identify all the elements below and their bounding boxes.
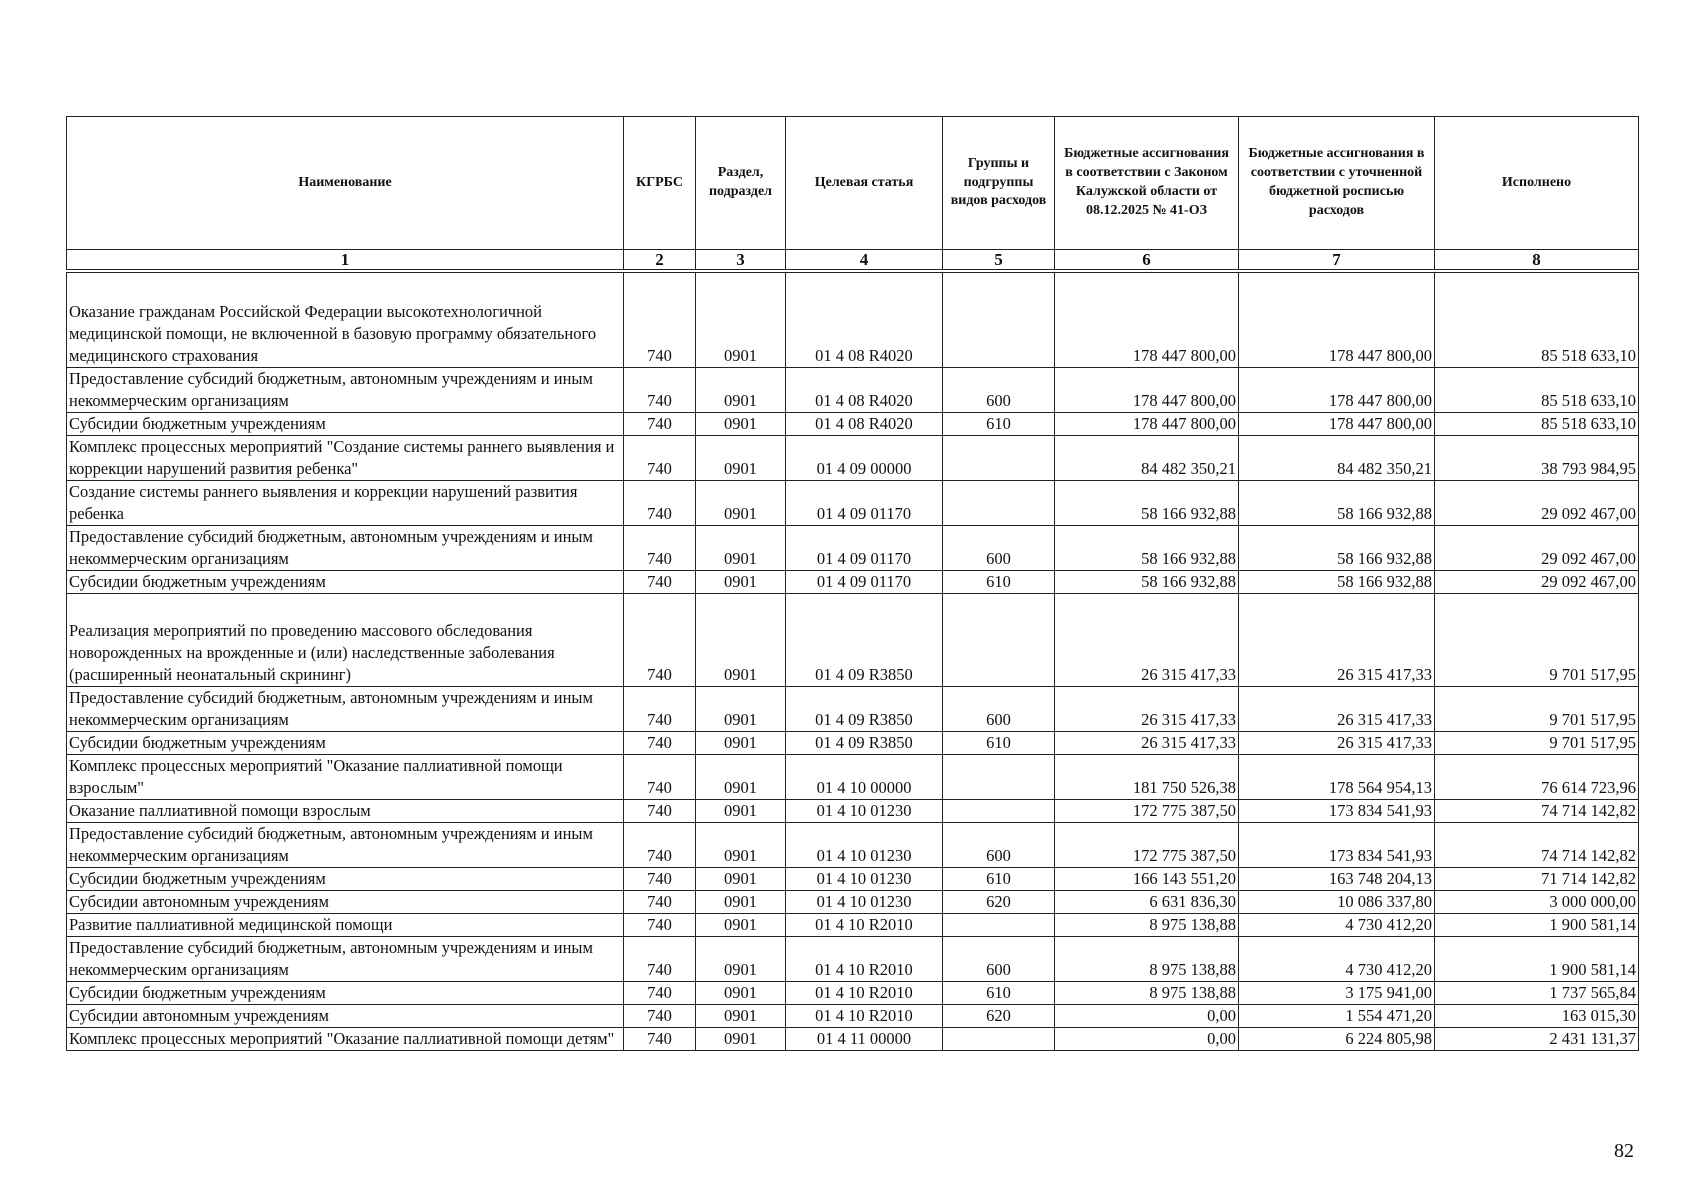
target-cell: 01 4 10 00000	[786, 755, 943, 800]
refined-amount-cell: 6 224 805,98	[1239, 1028, 1435, 1051]
kgrbs-cell: 740	[624, 1028, 696, 1051]
row-name-cell: Субсидии автономным учреждениям	[67, 891, 624, 914]
law-amount-cell: 26 315 417,33	[1055, 594, 1239, 687]
row-name-cell: Предоставление субсидий бюджетным, автономным учреждениям и иным некоммерческим организациям	[67, 368, 624, 413]
kgrbs-cell: 740	[624, 436, 696, 481]
law-amount-cell: 26 315 417,33	[1055, 732, 1239, 755]
executed-amount-cell: 29 092 467,00	[1435, 481, 1639, 526]
table-row	[67, 687, 1639, 732]
header-name: Наименование	[67, 117, 624, 250]
row-name-cell: Комплекс процессных мероприятий "Оказание паллиативной помощи детям"	[67, 1028, 624, 1051]
group-cell: 610	[943, 732, 1055, 755]
law-amount-cell: 58 166 932,88	[1055, 481, 1239, 526]
group-cell: 610	[943, 868, 1055, 891]
target-cell: 01 4 10 R2010	[786, 937, 943, 982]
refined-amount-cell: 58 166 932,88	[1239, 571, 1435, 594]
column-number: 8	[1435, 250, 1639, 272]
executed-amount-cell: 1 900 581,14	[1435, 914, 1639, 937]
executed-amount-cell: 2 431 131,37	[1435, 1028, 1639, 1051]
section-cell: 0901	[696, 687, 786, 732]
law-amount-cell: 6 631 836,30	[1055, 891, 1239, 914]
table-row	[67, 732, 1639, 755]
executed-amount-cell: 1 737 565,84	[1435, 982, 1639, 1005]
executed-amount-cell: 74 714 142,82	[1435, 823, 1639, 868]
kgrbs-cell: 740	[624, 571, 696, 594]
section-cell: 0901	[696, 571, 786, 594]
section-cell: 0901	[696, 800, 786, 823]
refined-amount-cell: 26 315 417,33	[1239, 594, 1435, 687]
section-cell: 0901	[696, 868, 786, 891]
kgrbs-cell: 740	[624, 526, 696, 571]
header-law: Бюджетные ассигнования в соответствии с Законом Калужской области от 08.12.2025 № 41-ОЗ	[1055, 117, 1239, 250]
group-cell: 600	[943, 937, 1055, 982]
executed-amount-cell: 29 092 467,00	[1435, 571, 1639, 594]
target-cell: 01 4 10 01230	[786, 868, 943, 891]
target-cell: 01 4 09 01170	[786, 571, 943, 594]
law-amount-cell: 178 447 800,00	[1055, 271, 1239, 368]
header-row	[67, 117, 1639, 250]
executed-amount-cell: 71 714 142,82	[1435, 868, 1639, 891]
refined-amount-cell: 173 834 541,93	[1239, 800, 1435, 823]
table-body	[67, 271, 1639, 1051]
row-name-cell: Предоставление субсидий бюджетным, автономным учреждениям и иным некоммерческим организациям	[67, 937, 624, 982]
kgrbs-cell: 740	[624, 594, 696, 687]
target-cell: 01 4 10 R2010	[786, 914, 943, 937]
refined-amount-cell: 3 175 941,00	[1239, 982, 1435, 1005]
refined-amount-cell: 26 315 417,33	[1239, 732, 1435, 755]
kgrbs-cell: 740	[624, 732, 696, 755]
executed-amount-cell: 29 092 467,00	[1435, 526, 1639, 571]
target-cell: 01 4 08 R4020	[786, 413, 943, 436]
law-amount-cell: 8 975 138,88	[1055, 937, 1239, 982]
section-cell: 0901	[696, 1005, 786, 1028]
executed-amount-cell: 163 015,30	[1435, 1005, 1639, 1028]
law-amount-cell: 172 775 387,50	[1055, 800, 1239, 823]
group-cell	[943, 755, 1055, 800]
row-name-cell: Субсидии бюджетным учреждениям	[67, 413, 624, 436]
row-name-cell: Субсидии бюджетным учреждениям	[67, 868, 624, 891]
table-row	[67, 413, 1639, 436]
kgrbs-cell: 740	[624, 755, 696, 800]
section-cell: 0901	[696, 436, 786, 481]
header-target: Целевая статья	[786, 117, 943, 250]
executed-amount-cell: 85 518 633,10	[1435, 368, 1639, 413]
table-row	[67, 368, 1639, 413]
section-cell: 0901	[696, 982, 786, 1005]
executed-amount-cell: 1 900 581,14	[1435, 937, 1639, 982]
section-cell: 0901	[696, 732, 786, 755]
table-row	[67, 823, 1639, 868]
group-cell	[943, 271, 1055, 368]
header-section: Раздел, подраздел	[696, 117, 786, 250]
group-cell: 620	[943, 891, 1055, 914]
row-name-cell: Субсидии бюджетным учреждениям	[67, 732, 624, 755]
section-cell: 0901	[696, 1028, 786, 1051]
executed-amount-cell: 76 614 723,96	[1435, 755, 1639, 800]
group-cell	[943, 914, 1055, 937]
kgrbs-cell: 740	[624, 914, 696, 937]
refined-amount-cell: 163 748 204,13	[1239, 868, 1435, 891]
target-cell: 01 4 09 00000	[786, 436, 943, 481]
law-amount-cell: 172 775 387,50	[1055, 823, 1239, 868]
section-cell: 0901	[696, 368, 786, 413]
kgrbs-cell: 740	[624, 823, 696, 868]
table-row	[67, 594, 1639, 687]
table-row	[67, 1005, 1639, 1028]
row-name-cell: Субсидии бюджетным учреждениям	[67, 982, 624, 1005]
section-cell: 0901	[696, 755, 786, 800]
target-cell: 01 4 08 R4020	[786, 368, 943, 413]
kgrbs-cell: 740	[624, 413, 696, 436]
executed-amount-cell: 74 714 142,82	[1435, 800, 1639, 823]
table-header	[67, 117, 1639, 272]
budget-table	[66, 116, 1639, 1051]
section-cell: 0901	[696, 271, 786, 368]
law-amount-cell: 58 166 932,88	[1055, 571, 1239, 594]
executed-amount-cell: 9 701 517,95	[1435, 732, 1639, 755]
refined-amount-cell: 84 482 350,21	[1239, 436, 1435, 481]
refined-amount-cell: 173 834 541,93	[1239, 823, 1435, 868]
column-number-row	[67, 250, 1639, 272]
target-cell: 01 4 10 R2010	[786, 1005, 943, 1028]
kgrbs-cell: 740	[624, 868, 696, 891]
kgrbs-cell: 740	[624, 982, 696, 1005]
kgrbs-cell: 740	[624, 800, 696, 823]
target-cell: 01 4 09 R3850	[786, 687, 943, 732]
table-row	[67, 937, 1639, 982]
row-name-cell: Субсидии бюджетным учреждениям	[67, 571, 624, 594]
group-cell: 620	[943, 1005, 1055, 1028]
target-cell: 01 4 10 R2010	[786, 982, 943, 1005]
law-amount-cell: 0,00	[1055, 1005, 1239, 1028]
refined-amount-cell: 178 564 954,13	[1239, 755, 1435, 800]
table-row	[67, 571, 1639, 594]
section-cell: 0901	[696, 594, 786, 687]
table-row	[67, 982, 1639, 1005]
column-number: 5	[943, 250, 1055, 272]
refined-amount-cell: 58 166 932,88	[1239, 481, 1435, 526]
kgrbs-cell: 740	[624, 1005, 696, 1028]
section-cell: 0901	[696, 823, 786, 868]
column-number: 4	[786, 250, 943, 272]
executed-amount-cell: 9 701 517,95	[1435, 594, 1639, 687]
column-number: 6	[1055, 250, 1239, 272]
executed-amount-cell: 9 701 517,95	[1435, 687, 1639, 732]
law-amount-cell: 0,00	[1055, 1028, 1239, 1051]
kgrbs-cell: 740	[624, 481, 696, 526]
law-amount-cell: 181 750 526,38	[1055, 755, 1239, 800]
target-cell: 01 4 09 R3850	[786, 732, 943, 755]
target-cell: 01 4 11 00000	[786, 1028, 943, 1051]
refined-amount-cell: 4 730 412,20	[1239, 937, 1435, 982]
target-cell: 01 4 09 01170	[786, 526, 943, 571]
table-row	[67, 868, 1639, 891]
refined-amount-cell: 26 315 417,33	[1239, 687, 1435, 732]
executed-amount-cell: 3 000 000,00	[1435, 891, 1639, 914]
section-cell: 0901	[696, 937, 786, 982]
refined-amount-cell: 178 447 800,00	[1239, 368, 1435, 413]
table-row	[67, 271, 1639, 368]
group-cell	[943, 800, 1055, 823]
law-amount-cell: 178 447 800,00	[1055, 368, 1239, 413]
group-cell: 600	[943, 368, 1055, 413]
header-groups: Группы и подгруппы видов расходов	[943, 117, 1055, 250]
group-cell	[943, 481, 1055, 526]
group-cell	[943, 436, 1055, 481]
kgrbs-cell: 740	[624, 937, 696, 982]
column-number: 3	[696, 250, 786, 272]
law-amount-cell: 178 447 800,00	[1055, 413, 1239, 436]
kgrbs-cell: 740	[624, 687, 696, 732]
refined-amount-cell: 178 447 800,00	[1239, 271, 1435, 368]
group-cell: 600	[943, 823, 1055, 868]
target-cell: 01 4 09 R3850	[786, 594, 943, 687]
table-row	[67, 436, 1639, 481]
executed-amount-cell: 38 793 984,95	[1435, 436, 1639, 481]
table-row	[67, 755, 1639, 800]
table-row	[67, 800, 1639, 823]
header-kgrbs: КГРБС	[624, 117, 696, 250]
header-executed: Исполнено	[1435, 117, 1639, 250]
row-name-cell: Создание системы раннего выявления и коррекции нарушений развития ребенка	[67, 481, 624, 526]
group-cell: 600	[943, 687, 1055, 732]
row-name-cell: Оказание паллиативной помощи взрослым	[67, 800, 624, 823]
section-cell: 0901	[696, 481, 786, 526]
target-cell: 01 4 08 R4020	[786, 271, 943, 368]
target-cell: 01 4 10 01230	[786, 891, 943, 914]
table-row	[67, 914, 1639, 937]
table-row	[67, 891, 1639, 914]
group-cell	[943, 1028, 1055, 1051]
refined-amount-cell: 178 447 800,00	[1239, 413, 1435, 436]
group-cell: 600	[943, 526, 1055, 571]
executed-amount-cell: 85 518 633,10	[1435, 271, 1639, 368]
group-cell: 610	[943, 982, 1055, 1005]
law-amount-cell: 8 975 138,88	[1055, 982, 1239, 1005]
row-name-cell: Предоставление субсидий бюджетным, автономным учреждениям и иным некоммерческим организациям	[67, 687, 624, 732]
kgrbs-cell: 740	[624, 368, 696, 413]
kgrbs-cell: 740	[624, 891, 696, 914]
group-cell	[943, 594, 1055, 687]
column-number: 2	[624, 250, 696, 272]
target-cell: 01 4 10 01230	[786, 800, 943, 823]
table-row	[67, 481, 1639, 526]
law-amount-cell: 166 143 551,20	[1055, 868, 1239, 891]
law-amount-cell: 58 166 932,88	[1055, 526, 1239, 571]
law-amount-cell: 26 315 417,33	[1055, 687, 1239, 732]
refined-amount-cell: 4 730 412,20	[1239, 914, 1435, 937]
column-number: 7	[1239, 250, 1435, 272]
header-refined: Бюджетные ассигнования в соответствии с уточненной бюджетной росписью расходов	[1239, 117, 1435, 250]
row-name-cell: Комплекс процессных мероприятий "Оказание паллиативной помощи взрослым"	[67, 755, 624, 800]
section-cell: 0901	[696, 891, 786, 914]
table-row	[67, 526, 1639, 571]
executed-amount-cell: 85 518 633,10	[1435, 413, 1639, 436]
target-cell: 01 4 09 01170	[786, 481, 943, 526]
row-name-cell: Реализация мероприятий по проведению массового обследования новорожденных на врожденные и (или) наследственные заболевания (расширенный неонатальный скрининг)	[67, 594, 624, 687]
group-cell: 610	[943, 413, 1055, 436]
refined-amount-cell: 10 086 337,80	[1239, 891, 1435, 914]
row-name-cell: Предоставление субсидий бюджетным, автономным учреждениям и иным некоммерческим организациям	[67, 526, 624, 571]
law-amount-cell: 8 975 138,88	[1055, 914, 1239, 937]
row-name-cell: Комплекс процессных мероприятий "Создание системы раннего выявления и коррекции нарушений развития ребенка"	[67, 436, 624, 481]
table-row	[67, 1028, 1639, 1051]
row-name-cell: Предоставление субсидий бюджетным, автономным учреждениям и иным некоммерческим организациям	[67, 823, 624, 868]
column-number: 1	[67, 250, 624, 272]
row-name-cell: Оказание гражданам Российской Федерации высокотехнологичной медицинской помощи, не включенной в базовую программу обязательного медицинского страхования	[67, 271, 624, 368]
refined-amount-cell: 1 554 471,20	[1239, 1005, 1435, 1028]
refined-amount-cell: 58 166 932,88	[1239, 526, 1435, 571]
law-amount-cell: 84 482 350,21	[1055, 436, 1239, 481]
row-name-cell: Развитие паллиативной медицинской помощи	[67, 914, 624, 937]
kgrbs-cell: 740	[624, 271, 696, 368]
page-number: 82	[1614, 1140, 1634, 1162]
section-cell: 0901	[696, 413, 786, 436]
group-cell: 610	[943, 571, 1055, 594]
section-cell: 0901	[696, 526, 786, 571]
section-cell: 0901	[696, 914, 786, 937]
target-cell: 01 4 10 01230	[786, 823, 943, 868]
row-name-cell: Субсидии автономным учреждениям	[67, 1005, 624, 1028]
